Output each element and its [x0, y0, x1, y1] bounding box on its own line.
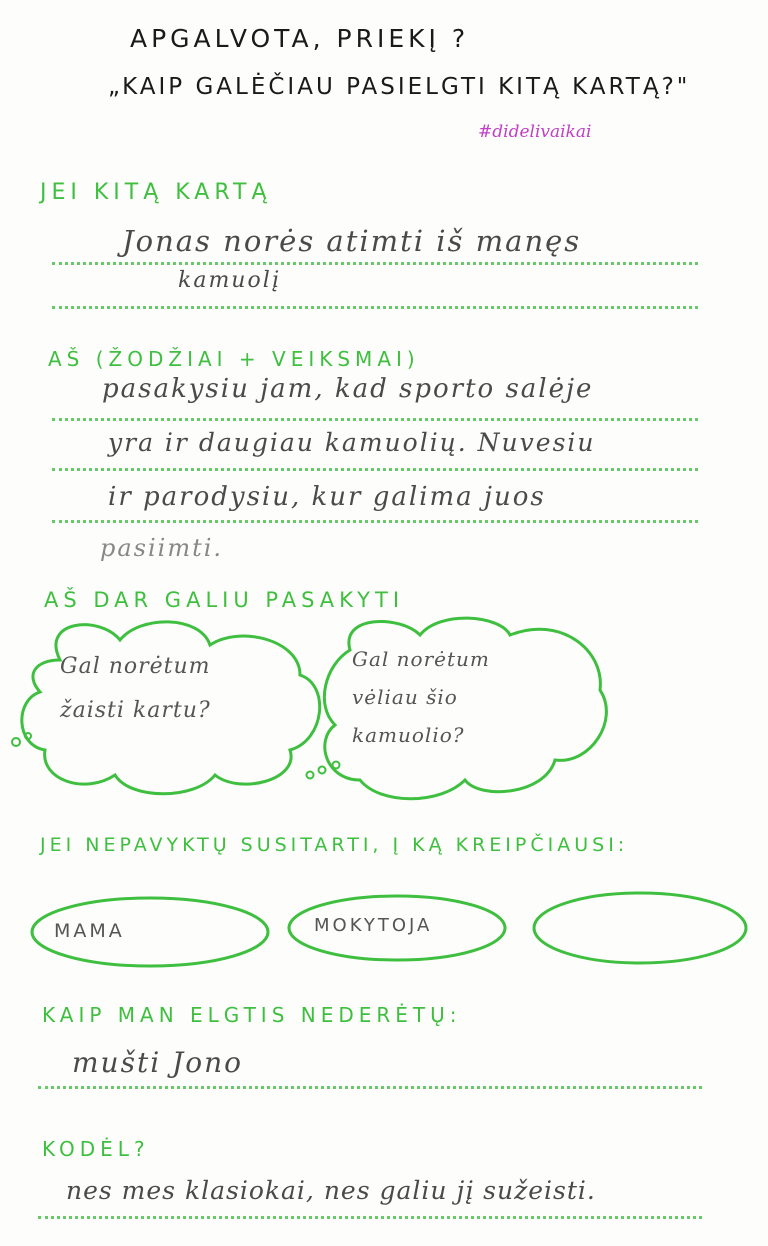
dotted-line	[52, 468, 698, 471]
heading-next-time: JEI KITĄ KARTĄ	[40, 180, 272, 205]
option-1-label: MAMA	[54, 920, 125, 942]
bubble-dot	[319, 767, 326, 774]
dotted-line	[52, 262, 698, 265]
dotted-line	[52, 520, 698, 523]
heading-why: KODĖL?	[42, 1137, 150, 1161]
answer-next-time-line-1: Jonas norės atimti iš manęs	[122, 224, 582, 258]
answer-i-line-4: pasiimti.	[100, 534, 224, 562]
header-line-2: „KAIP GALĖČIAU PASIELGTI KITĄ KARTĄ?"	[108, 74, 691, 100]
bubble-dot	[25, 733, 31, 739]
heading-should-not: KAIP MAN ELGTIS NEDERĖTŲ:	[42, 1003, 462, 1027]
oval-option-3	[534, 893, 746, 963]
bubble-1-text	[60, 645, 211, 733]
bubble-dot	[307, 772, 314, 779]
bubble-1-line-2: žaisti kartu?	[60, 698, 211, 723]
answer-next-time-line-2: kamuolį	[178, 268, 281, 293]
dotted-line	[52, 306, 698, 309]
bubble-dot	[333, 762, 340, 769]
dotted-line	[52, 418, 698, 421]
bubble-2-line-2: vėliau šio	[352, 685, 458, 709]
dotted-line	[38, 1086, 702, 1089]
dotted-line	[38, 1216, 702, 1219]
bubble-2-line-1: Gal norėtum	[352, 647, 490, 671]
bubble-1-line-1: Gal norėtum	[60, 654, 211, 679]
bubble-dot	[12, 738, 20, 746]
answer-i-line-2: yra ir daugiau kamuolių. Nuvesiu	[108, 428, 596, 457]
answer-i-line-3: ir parodysiu, kur galima juos	[108, 482, 546, 512]
bubble-2-text	[352, 640, 490, 754]
answer-should-not: mušti Jono	[72, 1046, 244, 1079]
heading-turn-to: JEI NEPAVYKTŲ SUSITARTI, Į KĄ KREIPČIAUSI:	[40, 834, 629, 856]
answer-i-line-1: pasakysiu jam, kad sporto salėje	[102, 374, 594, 404]
heading-can-say: AŠ DAR GALIU PASAKYTI	[44, 588, 405, 612]
bubble-2-line-3: kamuolio?	[352, 723, 465, 747]
heading-i: AŠ (ŽODŽIAI + VEIKSMAI)	[48, 347, 420, 371]
answer-why: nes mes klasiokai, nes galiu jį sužeisti.	[66, 1176, 596, 1205]
hashtag: #didelivaikai	[478, 122, 592, 142]
option-2-label: MOKYTOJA	[314, 915, 433, 936]
header-line-1: APGALVOTA, PRIEKĮ ?	[130, 24, 470, 53]
